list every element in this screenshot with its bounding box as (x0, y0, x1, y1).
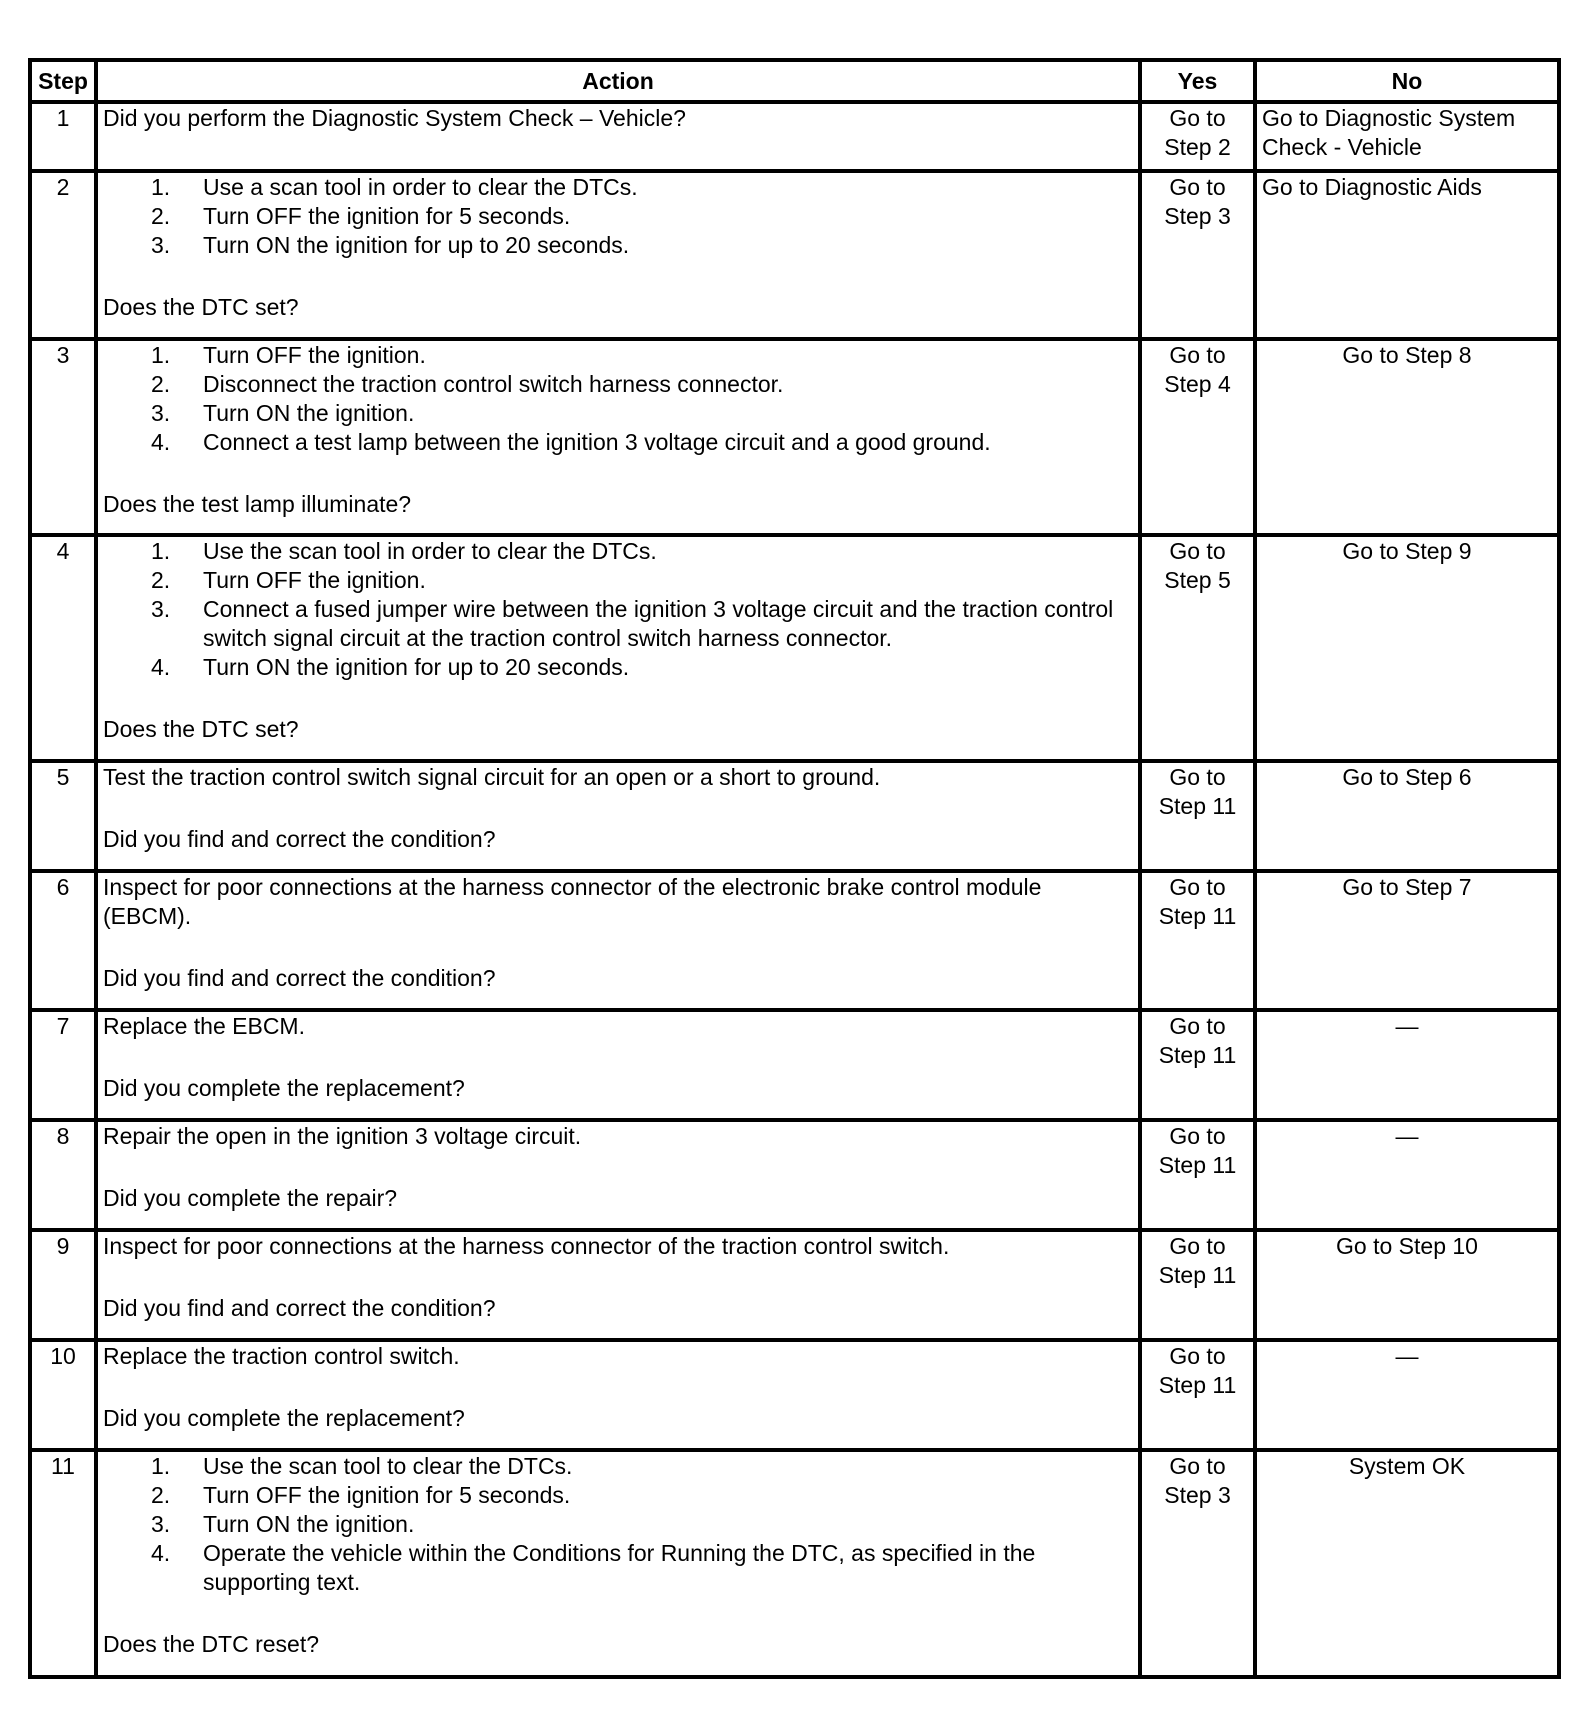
spacer (103, 682, 1133, 715)
action-step-number: 1. (151, 1453, 171, 1479)
action-cell (96, 339, 1140, 535)
action-step-number: 2. (151, 1482, 171, 1508)
action-text: Inspect for poor connections at the harness connector of the electronic brake control module (EBCM). (103, 874, 1042, 929)
action-step-number: 3. (151, 596, 171, 622)
step-number: 8 (30, 1120, 96, 1230)
action-cell (96, 535, 1140, 761)
action-step-text: Turn OFF the ignition for 5 seconds. (203, 1482, 571, 1508)
yes-cell: Go to Step 3 (1140, 1450, 1255, 1677)
action-question: Did you complete the repair? (103, 1185, 398, 1211)
action-step-item (103, 202, 1133, 231)
no-cell: System OK (1255, 1450, 1559, 1677)
no-cell: — (1255, 1340, 1559, 1450)
action-question: Does the DTC set? (103, 716, 299, 742)
action-cell (96, 871, 1140, 1010)
spacer (103, 792, 1133, 825)
action-step-list (103, 1452, 1133, 1597)
action-step-item (103, 1539, 1133, 1597)
yes-cell: Go to Step 3 (1140, 171, 1255, 339)
action-cell (96, 1230, 1140, 1340)
action-step-number: 4. (151, 429, 171, 455)
action-step-item (103, 173, 1133, 202)
yes-cell: Go to Step 11 (1140, 1340, 1255, 1450)
step-number: 7 (30, 1010, 96, 1120)
step-number: 5 (30, 761, 96, 871)
no-cell: Go to Step 7 (1255, 871, 1559, 1010)
yes-cell: Go to Step 11 (1140, 871, 1255, 1010)
action-question: Does the DTC reset? (103, 1631, 320, 1657)
action-step-number: 1. (151, 342, 171, 368)
action-cell (96, 761, 1140, 871)
yes-cell: Go to Step 2 (1140, 102, 1255, 171)
action-step-text: Turn ON the ignition for up to 20 seconds. (203, 232, 630, 258)
action-step-text: Turn ON the ignition. (203, 1511, 415, 1537)
action-step-text: Connect a test lamp between the ignition 3 voltage circuit and a good ground. (203, 429, 991, 455)
action-step-number: 4. (151, 654, 171, 680)
spacer (103, 260, 1133, 293)
header-yes: Yes (1140, 60, 1255, 102)
action-step-item (103, 1510, 1133, 1539)
action-step-item (103, 653, 1133, 682)
action-question: Did you complete the replacement? (103, 1075, 465, 1101)
action-text: Did you perform the Diagnostic System Check – Vehicle? (103, 105, 686, 131)
action-step-text: Operate the vehicle within the Conditions for Running the DTC, as specified in the supporting text. (203, 1540, 1036, 1595)
action-cell (96, 1450, 1140, 1677)
action-step-item (103, 1452, 1133, 1481)
action-text: Repair the open in the ignition 3 voltage circuit. (103, 1123, 582, 1149)
yes-cell: Go to Step 11 (1140, 1120, 1255, 1230)
table-row (30, 339, 1559, 535)
action-text: Test the traction control switch signal circuit for an open or a short to ground. (103, 764, 881, 790)
action-step-number: 3. (151, 1511, 171, 1537)
action-step-number: 2. (151, 203, 171, 229)
step-number: 3 (30, 339, 96, 535)
diagnostic-table (28, 58, 1561, 1679)
step-number: 1 (30, 102, 96, 171)
no-cell: Go to Step 10 (1255, 1230, 1559, 1340)
spacer (103, 1151, 1133, 1184)
action-cell (96, 171, 1140, 339)
action-step-text: Turn ON the ignition. (203, 400, 415, 426)
table-row (30, 1010, 1559, 1120)
header-row (30, 60, 1559, 102)
step-number: 11 (30, 1450, 96, 1677)
action-step-number: 3. (151, 400, 171, 426)
table-row (30, 871, 1559, 1010)
header-step: Step (30, 60, 96, 102)
action-step-item (103, 595, 1133, 653)
spacer (103, 931, 1133, 964)
action-question: Did you find and correct the condition? (103, 826, 496, 852)
action-step-item (103, 566, 1133, 595)
table-row (30, 1230, 1559, 1340)
yes-cell: Go to Step 11 (1140, 761, 1255, 871)
action-cell (96, 1340, 1140, 1450)
action-question: Does the DTC set? (103, 294, 299, 320)
spacer (103, 457, 1133, 490)
table-row (30, 1450, 1559, 1677)
spacer (103, 1261, 1133, 1294)
action-step-list (103, 341, 1133, 457)
yes-cell: Go to Step 4 (1140, 339, 1255, 535)
yes-cell: Go to Step 11 (1140, 1010, 1255, 1120)
action-question: Does the test lamp illuminate? (103, 491, 412, 517)
action-step-item (103, 370, 1133, 399)
no-cell: Go to Step 6 (1255, 761, 1559, 871)
step-number: 9 (30, 1230, 96, 1340)
table-row (30, 761, 1559, 871)
header-action: Action (96, 60, 1140, 102)
step-number: 6 (30, 871, 96, 1010)
spacer (103, 1371, 1133, 1404)
action-step-text: Use the scan tool to clear the DTCs. (203, 1453, 573, 1479)
no-cell: Go to Step 8 (1255, 339, 1559, 535)
spacer (103, 1041, 1133, 1074)
action-step-item (103, 341, 1133, 370)
spacer (103, 1597, 1133, 1630)
table-row (30, 171, 1559, 339)
action-step-text: Turn ON the ignition for up to 20 seconds. (203, 654, 630, 680)
action-text: Replace the EBCM. (103, 1013, 305, 1039)
header-no: No (1255, 60, 1559, 102)
action-step-list (103, 537, 1133, 682)
action-cell (96, 102, 1140, 171)
table-row (30, 102, 1559, 171)
action-step-item (103, 399, 1133, 428)
action-step-item (103, 428, 1133, 457)
action-text: Inspect for poor connections at the harness connector of the traction control switch. (103, 1233, 950, 1259)
action-step-text: Turn OFF the ignition for 5 seconds. (203, 203, 571, 229)
action-step-number: 2. (151, 567, 171, 593)
no-cell: Go to Diagnostic Aids (1255, 171, 1559, 339)
action-text: Replace the traction control switch. (103, 1343, 460, 1369)
no-cell: Go to Step 9 (1255, 535, 1559, 761)
action-step-text: Use the scan tool in order to clear the DTCs. (203, 538, 657, 564)
yes-cell: Go to Step 11 (1140, 1230, 1255, 1340)
table-row (30, 1120, 1559, 1230)
action-step-item (103, 1481, 1133, 1510)
action-question: Did you find and correct the condition? (103, 1295, 496, 1321)
action-step-number: 2. (151, 371, 171, 397)
action-question: Did you find and correct the condition? (103, 965, 496, 991)
no-cell: — (1255, 1120, 1559, 1230)
yes-cell: Go to Step 5 (1140, 535, 1255, 761)
action-step-list (103, 173, 1133, 260)
action-step-text: Use a scan tool in order to clear the DTCs. (203, 174, 638, 200)
step-number: 10 (30, 1340, 96, 1450)
action-step-text: Turn OFF the ignition. (203, 342, 426, 368)
no-cell: — (1255, 1010, 1559, 1120)
action-cell (96, 1010, 1140, 1120)
table-row (30, 535, 1559, 761)
table-row (30, 1340, 1559, 1450)
action-step-number: 4. (151, 1540, 171, 1566)
action-step-number: 1. (151, 174, 171, 200)
action-step-item (103, 231, 1133, 260)
action-step-text: Connect a fused jumper wire between the ignition 3 voltage circuit and the traction control switch signal circuit at the traction control switch harness connector. (203, 596, 1114, 651)
action-cell (96, 1120, 1140, 1230)
action-step-text: Disconnect the traction control switch harness connector. (203, 371, 784, 397)
action-step-item (103, 537, 1133, 566)
action-step-number: 1. (151, 538, 171, 564)
step-number: 2 (30, 171, 96, 339)
step-number: 4 (30, 535, 96, 761)
action-step-text: Turn OFF the ignition. (203, 567, 426, 593)
no-cell: Go to Diagnostic System Check - Vehicle (1255, 102, 1559, 171)
action-step-number: 3. (151, 232, 171, 258)
action-question: Did you complete the replacement? (103, 1405, 465, 1431)
